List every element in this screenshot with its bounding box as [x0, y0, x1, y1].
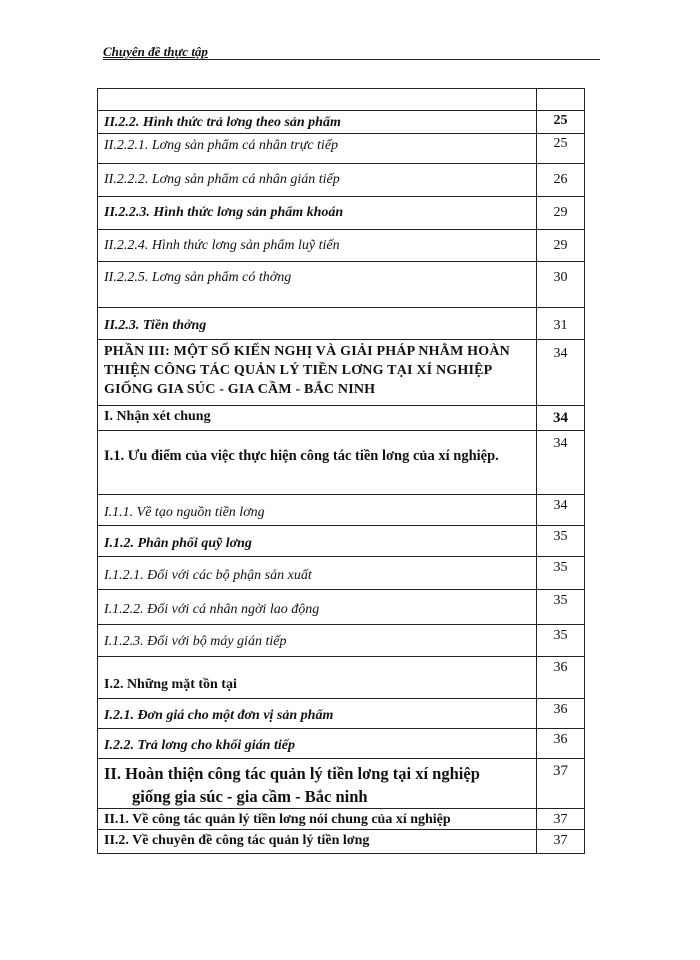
toc-row: [98, 830, 585, 854]
toc-page: 34: [537, 406, 585, 431]
toc-label: I.1. Ưu điểm của việc thực hiện công tác tiền lơng của xí nghiệp.: [98, 431, 537, 495]
toc-label: I.1.2.2. Đối với cá nhân ngời lao động: [98, 590, 537, 625]
toc-row: [98, 89, 585, 111]
toc-page: 36: [537, 729, 585, 759]
toc-row: [98, 495, 585, 526]
toc-row: [98, 699, 585, 729]
toc-row: [98, 134, 585, 164]
toc-page: 25: [537, 111, 585, 134]
toc-label: II.2.2.2. Lơng sản phẩm cá nhân gián tiếp: [98, 164, 537, 197]
toc-row: [98, 230, 585, 262]
toc-row: [98, 526, 585, 557]
toc-page: 25: [537, 134, 585, 164]
toc-label: II.2.3. Tiền thởng: [98, 308, 537, 340]
toc-row: [98, 557, 585, 590]
toc-row: [98, 729, 585, 759]
toc-row: [98, 809, 585, 830]
toc-page: 29: [537, 197, 585, 230]
toc-label: PHẦN III: MỘT SỐ KIẾN NGHỊ VÀ GIẢI PHÁP NHẰM HOÀN THIỆN CÔNG TÁC QUẢN LÝ TIỀN LƠNG TẠI XÍ NGHIỆP GIỐNG GIA SÚC - GIA CẦM - BẮC NINH: [98, 340, 537, 406]
toc-label: I. Nhận xét chung: [98, 406, 537, 431]
toc-label: I.2.2. Trả lơng cho khối gián tiếp: [98, 729, 537, 759]
toc-page: 26: [537, 164, 585, 197]
toc-row: [98, 308, 585, 340]
toc-page: 34: [537, 495, 585, 526]
toc-label: I.2.1. Đơn giá cho một đơn vị sản phẩm: [98, 699, 537, 729]
toc-page: 35: [537, 625, 585, 657]
toc-table: [97, 88, 585, 854]
toc-label-text: I.1.1. Về tạo nguồn tiền lơng: [104, 505, 265, 520]
toc-row: [98, 431, 585, 495]
toc-row: [98, 406, 585, 431]
toc-label: I.1.2.3. Đối với bộ máy gián tiếp: [98, 625, 537, 657]
toc-page: 30: [537, 262, 585, 308]
toc-page: 29: [537, 230, 585, 262]
toc-row: [98, 590, 585, 625]
toc-label: II.2.2.1. Lơng sản phẩm cá nhân trực tiếp: [98, 134, 537, 164]
toc-label: [98, 197, 537, 230]
toc-page: 35: [537, 590, 585, 625]
toc-row: [98, 657, 585, 699]
toc-page: 35: [537, 557, 585, 590]
toc-label: II.2. Về chuyên đề công tác quản lý tiền lơng: [98, 830, 537, 854]
toc-label: I.1.2.1. Đối với các bộ phận sản xuất: [98, 557, 537, 590]
toc-label: [98, 759, 537, 809]
toc-page: 36: [537, 657, 585, 699]
toc-label: II.2.2.5. Lơng sản phẩm có thởng: [98, 262, 537, 308]
toc-label: II.2.2.4. Hình thức lơng sản phẩm luỹ tiến: [98, 230, 537, 262]
toc-page: 35: [537, 526, 585, 557]
toc-label: I.1.2. Phân phối quỹ lơng: [98, 526, 537, 557]
toc-page: 37: [537, 759, 585, 809]
toc-row: [98, 759, 585, 809]
toc-label: [98, 495, 537, 526]
header-rule: [103, 59, 600, 60]
toc-row: [98, 111, 585, 134]
toc-label: I.2. Những mặt tồn tại: [98, 657, 537, 699]
toc-page: 36: [537, 699, 585, 729]
toc-label-text: II.2.2.3. Hình thức lơng sản phẩm khoán: [104, 205, 344, 220]
toc-page: 31: [537, 308, 585, 340]
toc-label: II.2.2. Hình thức trả lơng theo sản phẩm: [98, 111, 537, 134]
toc-page: 37: [537, 830, 585, 854]
toc-page: [537, 89, 585, 111]
toc-label: [98, 89, 537, 111]
running-header: Chuyên đề thực tập: [103, 44, 208, 59]
toc-row: [98, 197, 585, 230]
toc-label-line2: giống gia súc - gia cầm - Bắc ninh: [132, 787, 368, 806]
toc-row: [98, 164, 585, 197]
toc-page: 34: [537, 431, 585, 495]
toc-row: [98, 262, 585, 308]
toc-label: II.1. Về công tác quản lý tiền lơng nói chung của xí nghiệp: [98, 809, 537, 830]
toc-page: 37: [537, 809, 585, 830]
toc-label-line1: II. Hoàn thiện công tác quản lý tiền lơng tại xí nghiệp: [104, 764, 480, 783]
toc-row: [98, 340, 585, 406]
toc-row: [98, 625, 585, 657]
toc-page: 34: [537, 340, 585, 406]
